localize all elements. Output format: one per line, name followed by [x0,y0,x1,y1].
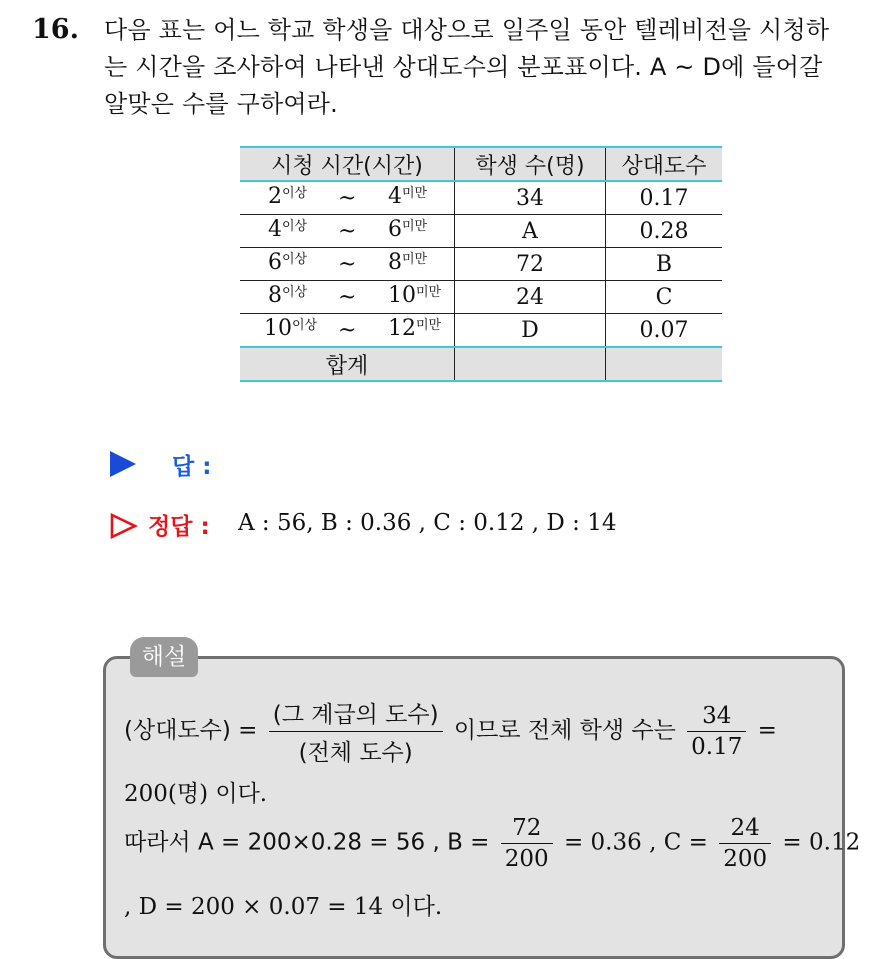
interval-cell [240,314,455,348]
solution-tab: 해설 [130,637,198,677]
interval-low [268,184,307,209]
fraction-numerator: (그 계급의 도수) [269,696,443,732]
table-row [240,215,722,248]
interval-low-value: 10 [264,316,292,341]
interval-low [268,250,307,275]
count-cell: 34 [455,181,606,215]
answer-label: 답 : [172,454,212,480]
fraction-denominator: (전체 도수) [298,740,413,766]
fraction-c [719,815,771,872]
question-number: 16. [32,14,79,45]
interval-low-value: 2 [268,184,282,209]
interval-tilde: ~ [338,219,357,244]
interval-high-sup: 미만 [402,252,428,267]
question-line: 는 시간을 조사하여 나타낸 상대도수의 분포표이다. A ~ D에 들어갈 [104,53,823,81]
table-row [240,181,722,215]
interval-high-value: 10 [388,283,416,308]
fraction-numerator: 34 [687,703,746,732]
fraction-denominator: 200 [504,846,549,872]
interval-high [388,250,427,275]
table-row [240,248,722,281]
interval-high-sup: 미만 [416,285,442,300]
interval-low-value: 4 [268,217,282,242]
count-cell: D [455,314,606,348]
interval-low-sup: 이상 [292,318,318,333]
rel-cell: 0.28 [606,215,723,248]
solution-calc-c: = 0.12 [782,829,861,856]
interval-tilde: ~ [338,285,357,310]
interval-low-sup: 이상 [282,252,308,267]
interval-tilde: ~ [338,186,357,211]
header-watch-time: 시청 시간(시간) [240,147,455,181]
count-cell: A [455,215,606,248]
fraction-denominator: 0.17 [691,734,743,760]
fraction-total [687,703,746,760]
outline-triangle-icon [110,513,138,539]
count-cell: 72 [455,248,606,281]
solution-calc-b: = 0.36 , C = [563,829,708,856]
fraction-numerator: 24 [719,815,771,844]
interval-high-sup: 미만 [402,219,428,234]
interval-low-sup: 이상 [282,285,308,300]
solution-line-3 [124,815,860,872]
interval-low-value: 6 [268,250,282,275]
rel-cell: 0.17 [606,181,723,215]
interval-high [388,283,441,308]
interval-low [268,283,307,308]
interval-low-sup: 이상 [282,186,308,201]
interval-cell [240,215,455,248]
relative-frequency-table [240,146,722,382]
solution-lhs: (상대도수) = [124,717,258,744]
interval-tilde: ~ [338,318,357,343]
solution-calc-a: 따라서 A = 200×0.28 = 56 , B = [124,829,490,856]
solution-line-4: , D = 200 × 0.07 = 14 이다. [124,894,443,920]
interval-high-value: 6 [388,217,402,242]
fraction-b [501,815,553,872]
header-relative-frequency: 상대도수 [606,147,723,181]
total-rel [606,347,723,381]
interval-high-value: 12 [388,316,416,341]
interval-high [388,184,427,209]
fraction-numerator: 72 [501,815,553,844]
rel-cell: B [606,248,723,281]
table-header-row [240,147,722,181]
total-count [455,347,606,381]
question-line: 다음 표는 어느 학교 학생을 대상으로 일주일 동안 텔레비전을 시청하 [104,16,830,44]
solution-line-2: 200(명) 이다. [124,781,268,807]
interval-high [388,217,427,242]
interval-tilde: ~ [338,252,357,277]
interval-low [268,217,307,242]
fraction-denominator: 200 [723,846,768,872]
rel-cell: 0.07 [606,314,723,348]
question-line: 알맞은 수를 구하여라. [104,90,338,118]
interval-low-sup: 이상 [282,219,308,234]
interval-high-value: 8 [388,250,402,275]
total-label: 합계 [240,347,455,381]
correct-answer-value: A : 56, B : 0.36 , C : 0.12 , D : 14 [238,510,617,536]
table-row [240,314,722,348]
interval-high [388,316,441,341]
question-text [104,12,864,123]
interval-high-sup: 미만 [402,186,428,201]
fraction-definition [269,696,443,767]
table-row [240,281,722,314]
interval-cell [240,248,455,281]
header-student-count: 학생 수(명) [455,147,606,181]
correct-answer-label: 정답 : [148,514,210,540]
interval-high-value: 4 [388,184,402,209]
rel-cell: C [606,281,723,314]
solution-equals: = [757,717,777,744]
table-total-row [240,347,722,381]
interval-cell [240,181,455,215]
interval-cell [240,281,455,314]
solution-mid-text: 이므로 전체 학생 수는 [453,717,676,744]
filled-triangle-icon [110,451,136,477]
interval-low-value: 8 [268,283,282,308]
interval-high-sup: 미만 [416,318,442,333]
count-cell: 24 [455,281,606,314]
solution-line-1 [124,696,777,767]
interval-low [264,316,317,341]
